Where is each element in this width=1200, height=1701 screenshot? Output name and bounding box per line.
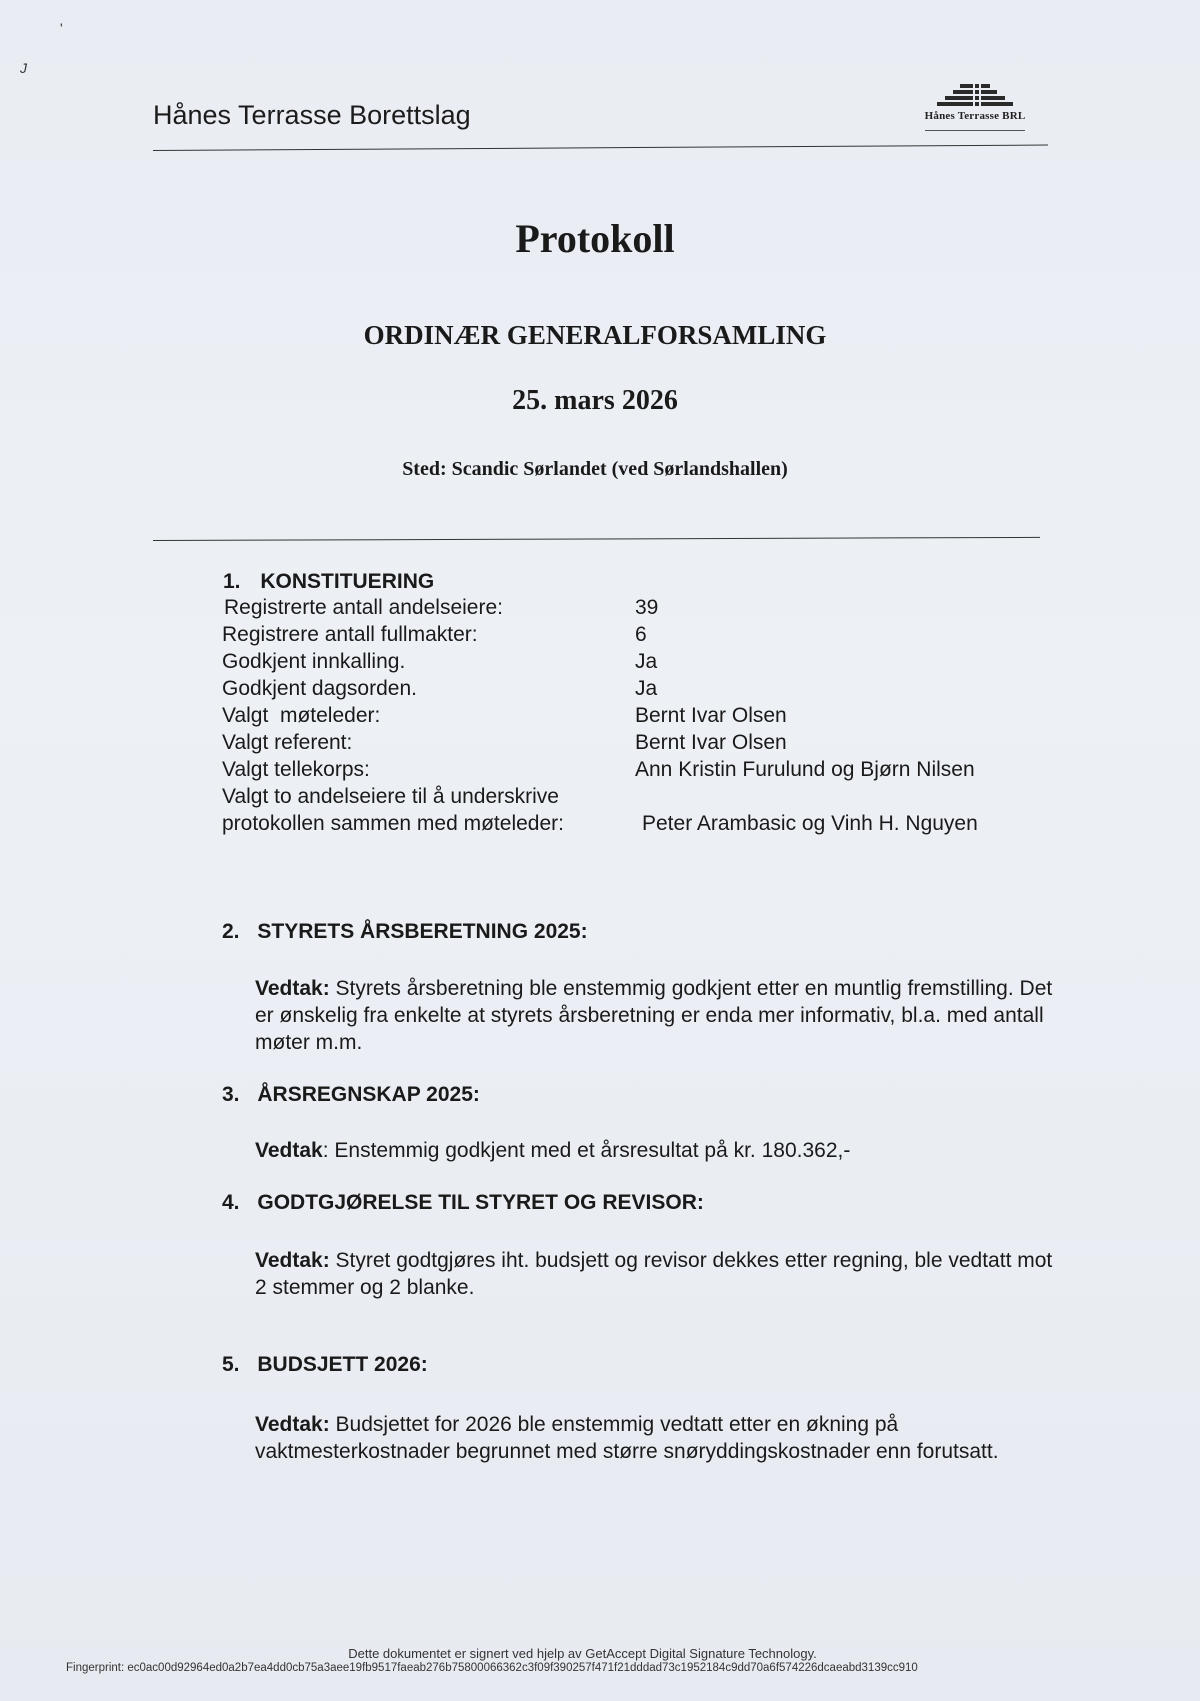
meeting-date: 25. mars 2026 <box>512 385 678 416</box>
section-4-title: GODTGJØRELSE TIL STYRET OG REVISOR: <box>257 1191 704 1214</box>
row-value-vote-counters: Ann Kristin Furulund og Bjørn Nilsen <box>635 758 975 781</box>
section-4-decision-text: Styret godtgjøres iht. budsjett og revisor dekkes etter regning, ble vedtatt mot 2 stemmer og 2 blanke. <box>255 1249 1053 1299</box>
section-2-number: 2. <box>222 920 240 943</box>
row-value-registered-owners: 39 <box>635 596 659 619</box>
section-3-heading <box>222 1083 480 1107</box>
section-5-heading <box>222 1353 428 1377</box>
row-value-agenda: Ja <box>635 677 658 700</box>
building-logo-icon <box>905 78 1045 138</box>
section-1-title: KONSTITUERING <box>260 570 435 593</box>
section-3-decision-label: Vedtak <box>255 1139 323 1162</box>
organization-name: Hånes Terrasse Borettslag <box>153 100 471 130</box>
row-label-invitation: Godkjent innkalling. <box>222 650 406 673</box>
section-2-heading <box>222 920 588 944</box>
header-divider <box>153 145 1048 151</box>
row-label-agenda: Godkjent dagsorden. <box>222 677 417 700</box>
section-4-number: 4. <box>222 1191 240 1214</box>
section-5-decision-label: Vedtak: <box>255 1413 330 1436</box>
row-value-chair: Bernt Ivar Olsen <box>635 704 787 727</box>
logo-text: Hånes Terrasse BRL <box>924 110 1026 122</box>
row-value-secretary: Bernt Ivar Olsen <box>635 731 787 754</box>
section-4-decision <box>255 1247 1055 1301</box>
row-value-signatories: Peter Arambasic og Vinh H. Nguyen <box>642 812 978 835</box>
row-value-proxies: 6 <box>635 623 647 646</box>
row-value-invitation: Ja <box>635 650 658 673</box>
margin-mark-top: ' <box>60 20 63 36</box>
section-2-title: STYRETS ÅRSBERETNING 2025: <box>257 920 588 943</box>
section-1-heading <box>223 570 434 594</box>
section-3-decision-text: : Enstemmig godkjent med et årsresultat på kr. 180.362,- <box>322 1139 851 1162</box>
section-3-title: ÅRSREGNSKAP 2025: <box>257 1083 480 1106</box>
section-2-decision <box>255 975 1055 1056</box>
section-5-title: BUDSJETT 2026: <box>257 1353 428 1376</box>
margin-mark-left: J <box>20 60 27 76</box>
section-3-decision <box>255 1137 1055 1164</box>
row-label-vote-counters: Valgt tellekorps: <box>222 758 370 781</box>
row-label-signatories-line2: protokollen sammen med møteleder: <box>222 812 564 835</box>
meeting-location: Sted: Scandic Sørlandet (ved Sørlandshallen) <box>402 458 788 480</box>
section-4-heading <box>222 1191 704 1215</box>
row-label-registered-owners: Registrerte antall andelseiere: <box>224 596 503 619</box>
row-label-secretary: Valgt referent: <box>222 731 353 754</box>
row-label-signatories-line1: Valgt to andelseiere til å underskrive <box>222 785 559 808</box>
row-label-chair: Valgt møteleder: <box>222 704 381 727</box>
section-5-number: 5. <box>222 1353 240 1376</box>
row-label-proxies: Registrere antall fullmakter: <box>222 623 478 646</box>
section-2-decision-label: Vedtak: <box>255 977 330 1000</box>
section-5-decision-text: Budsjettet for 2026 ble enstemmig vedtatt etter en økning på vaktmesterkostnader begrunnet med større snøryddingskostnader enn forutsatt. <box>255 1413 999 1463</box>
section-5-decision <box>255 1411 1055 1465</box>
page-title: Protokoll <box>515 216 675 261</box>
organization-logo <box>905 78 1045 138</box>
section-1-number: 1. <box>223 570 241 593</box>
fingerprint: Fingerprint: ec0ac00d92964ed0a2b7ea4dd0cb75a3aee19fb9517faeab276b75800066362c3f09f390257f471f21dddad73c1952184c9dd70a6f574226dcaeabd3139cc910 <box>66 1662 918 1674</box>
title-divider <box>153 537 1040 541</box>
section-3-number: 3. <box>222 1083 240 1106</box>
signature-note: Dette dokumentet er signert ved hjelp av GetAccept Digital Signature Technology. <box>348 1646 817 1661</box>
section-2-decision-text: Styrets årsberetning ble enstemmig godkjent etter en muntlig fremstilling. Det er ønskelig fra enkelte at styrets årsberetning er enda mer informativ, bl.a. med antall møter m.m. <box>255 977 1053 1054</box>
section-4-decision-label: Vedtak: <box>255 1249 330 1272</box>
meeting-type: ORDINÆR GENERALFORSAMLING <box>363 320 827 350</box>
